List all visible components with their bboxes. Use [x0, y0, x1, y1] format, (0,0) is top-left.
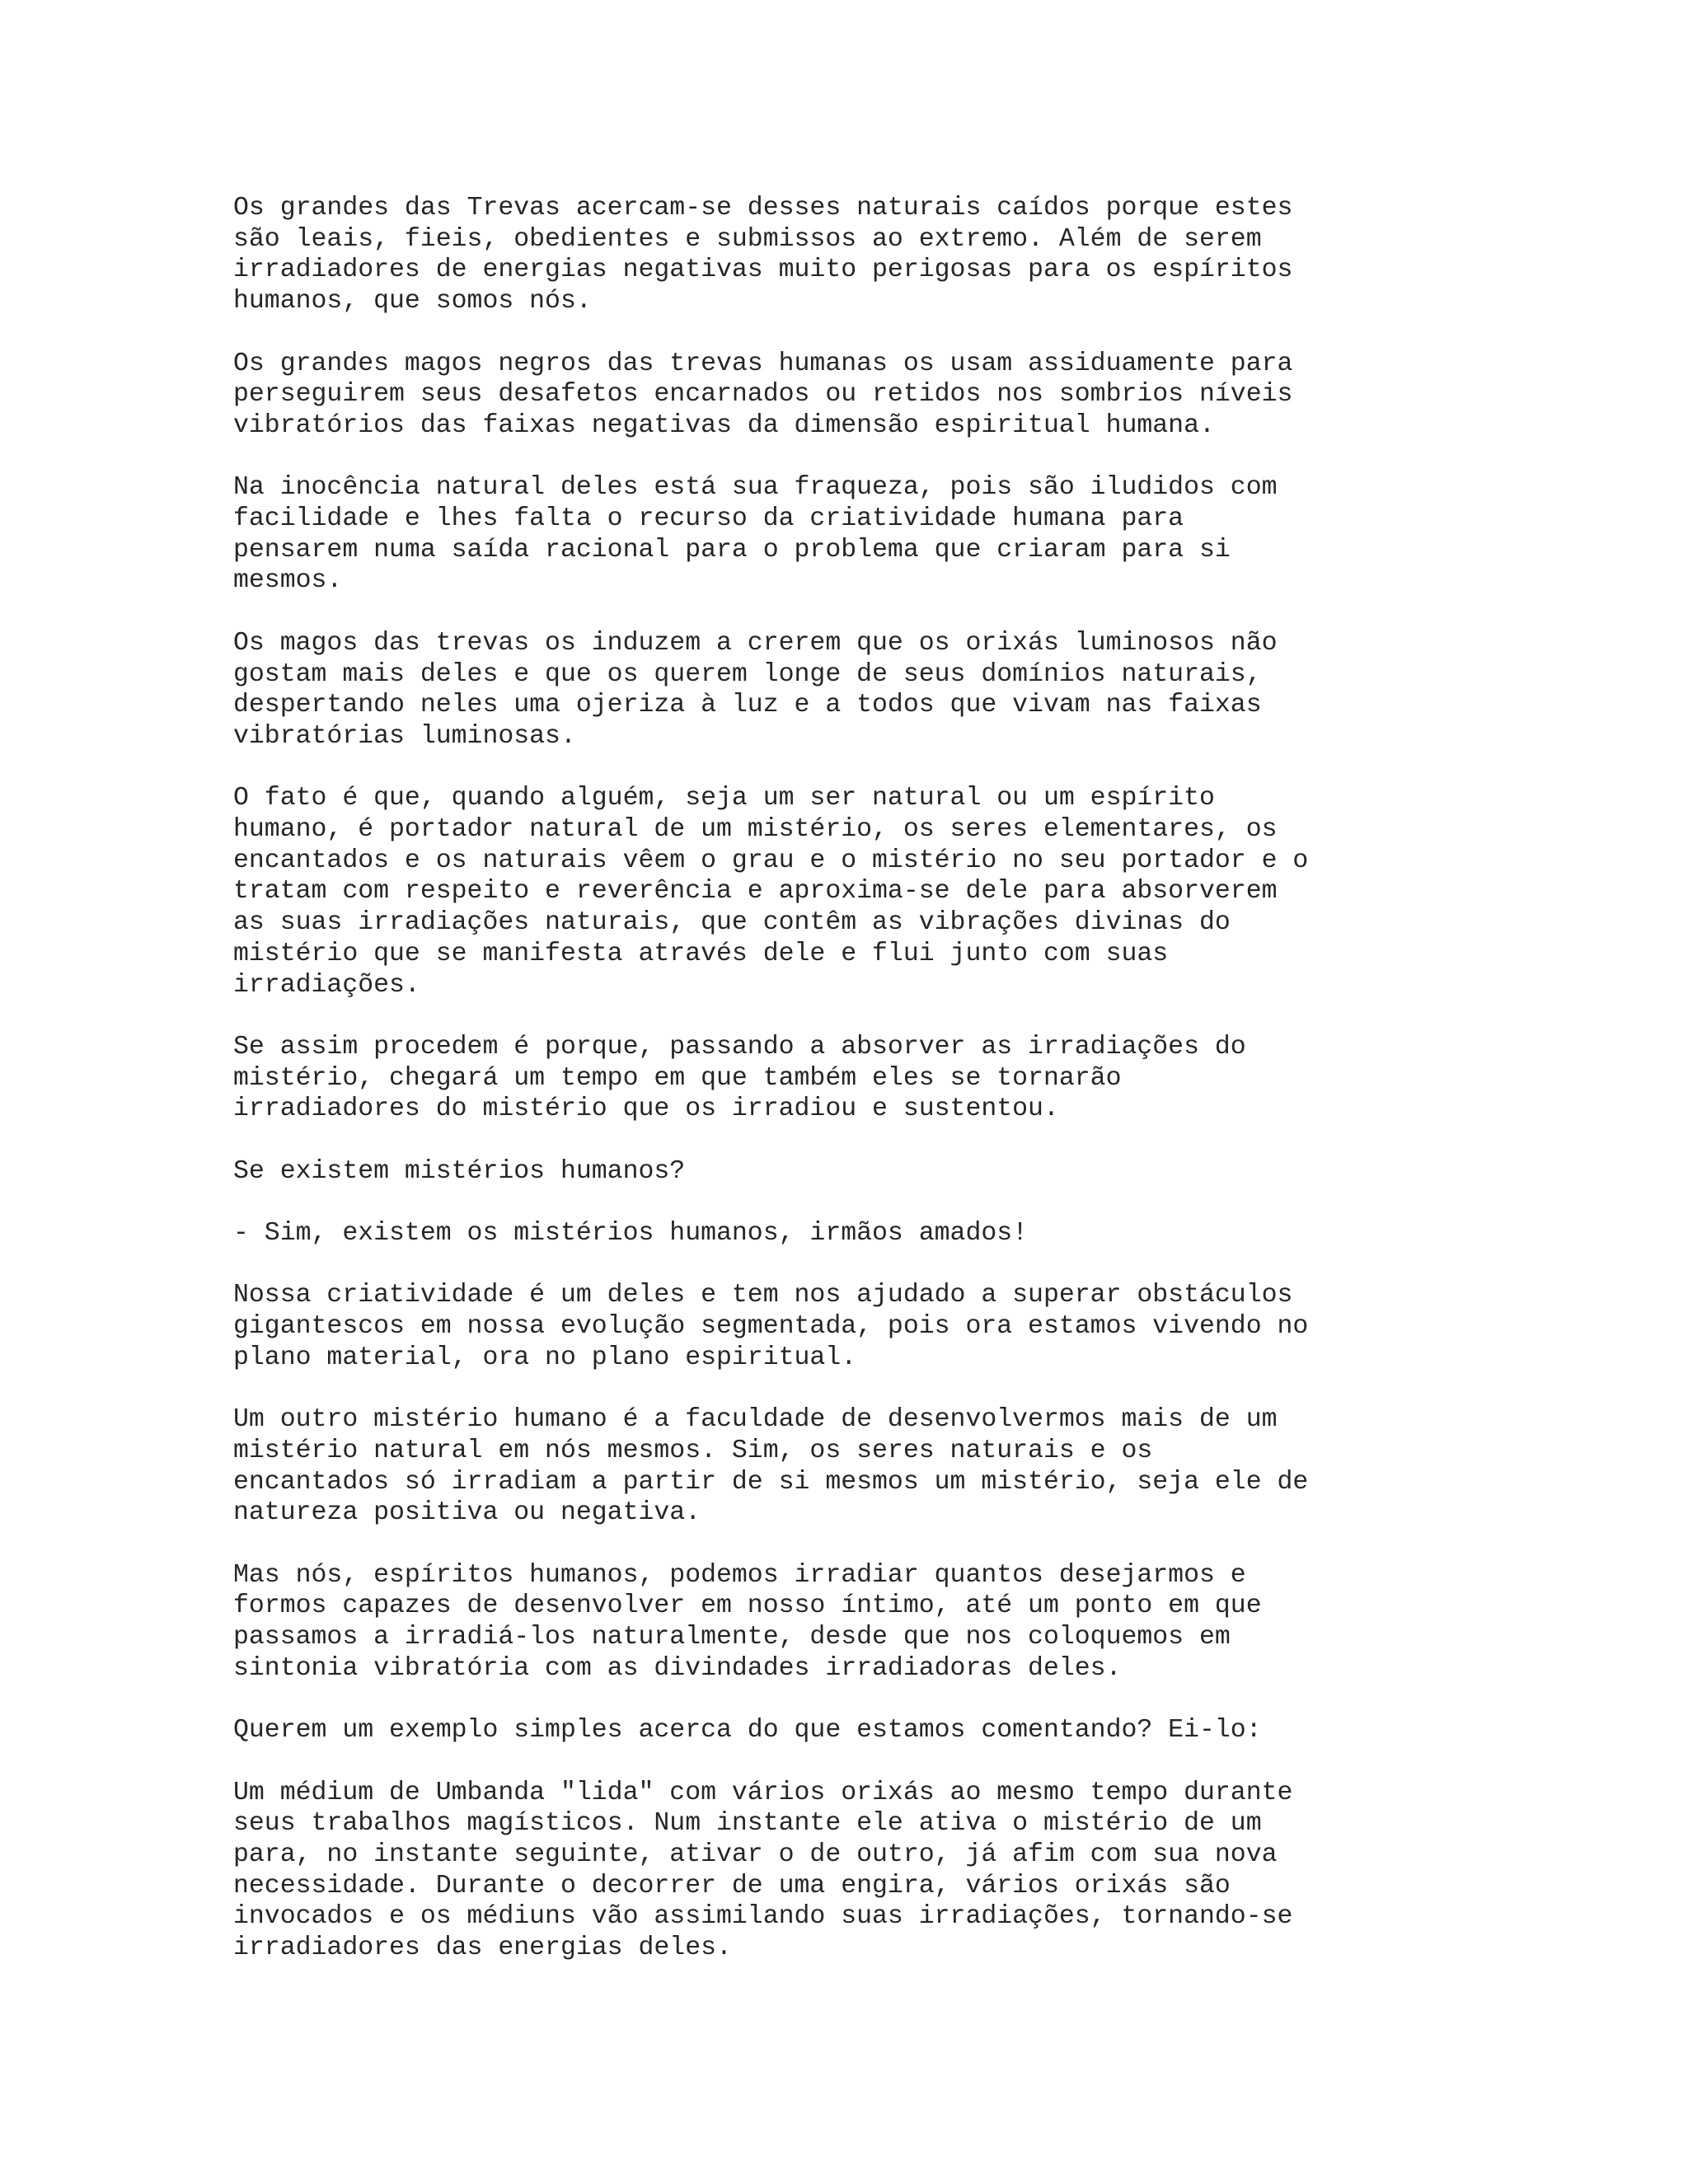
- paragraph-13: [233, 1778, 1404, 1964]
- text-line: irradiadores das energias deles.: [233, 1933, 732, 1963]
- text-line: plano material, ora no plano espiritual.: [233, 1343, 857, 1372]
- text-line: O fato é que, quando alguém, seja um ser natural ou um espírito: [233, 784, 1215, 813]
- paragraph-1: [233, 193, 1404, 317]
- text-line: Um outro mistério humano é a faculdade de desenvolvermos mais de um: [233, 1405, 1278, 1435]
- text-line: Se existem mistérios humanos?: [233, 1156, 686, 1186]
- text-line: Os grandes magos negros das trevas humanas os usam assiduamente para: [233, 349, 1293, 378]
- text-line: gostam mais deles e que os querem longe de seus domínios naturais,: [233, 659, 1262, 689]
- document-body: [233, 193, 1404, 1995]
- paragraph-2: [233, 349, 1404, 442]
- text-line: necessidade. Durante o decorrer de uma engira, vários orixás são: [233, 1871, 1231, 1900]
- text-line: humano, é portador natural de um mistério, os seres elementares, os: [233, 815, 1278, 844]
- text-line: encantados só irradiam a partir de si mesmos um mistério, seja ele de: [233, 1467, 1309, 1497]
- text-line: passamos a irradiá-los naturalmente, desde que nos coloquemos em: [233, 1623, 1231, 1652]
- text-line: formos capazes de desenvolver em nosso íntimo, até um ponto em que: [233, 1591, 1262, 1621]
- paragraph-10: [233, 1404, 1404, 1529]
- text-line: são leais, fieis, obedientes e submissos ao extremo. Além de serem: [233, 224, 1262, 254]
- text-line: Nossa criatividade é um deles e tem nos ajudado a superar obstáculos: [233, 1281, 1293, 1310]
- paragraph-8: [233, 1218, 1404, 1249]
- text-line: mistério natural em nós mesmos. Sim, os seres naturais e os: [233, 1436, 1153, 1465]
- text-line: despertando neles uma ojeriza à luz e a todos que vivam nas faixas: [233, 691, 1262, 720]
- text-line: - Sim, existem os mistérios humanos, irmãos amados!: [233, 1219, 1029, 1249]
- text-line: irradiações.: [233, 970, 420, 1000]
- text-line: vibratórios das faixas negativas da dimensão espiritual humana.: [233, 410, 1215, 440]
- text-line: vibratórias luminosas.: [233, 721, 576, 751]
- paragraph-3: [233, 472, 1404, 597]
- text-line: Um médium de Umbanda "lida" com vários orixás ao mesmo tempo durante: [233, 1778, 1293, 1807]
- paragraph-9: [233, 1280, 1404, 1373]
- text-line: mistério que se manifesta através dele e flui junto com suas: [233, 939, 1169, 968]
- paragraph-12: [233, 1715, 1404, 1746]
- text-line: humanos, que somos nós.: [233, 287, 592, 316]
- paragraph-5: [233, 783, 1404, 1001]
- text-line: perseguirem seus desafetos encarnados ou retidos nos sombrios níveis: [233, 380, 1293, 410]
- text-line: natureza positiva ou negativa.: [233, 1498, 701, 1528]
- text-line: Mas nós, espíritos humanos, podemos irradiar quantos desejarmos e: [233, 1560, 1246, 1590]
- paragraph-4: [233, 628, 1404, 752]
- text-line: pensarem numa saída racional para o problema que criaram para si: [233, 535, 1231, 565]
- text-line: Querem um exemplo simples acerca do que estamos comentando? Ei-lo:: [233, 1716, 1262, 1746]
- paragraph-11: [233, 1560, 1404, 1685]
- text-line: Os magos das trevas os induzem a crerem que os orixás luminosos não: [233, 628, 1278, 658]
- text-line: Os grandes das Trevas acercam-se desses naturais caídos porque estes: [233, 194, 1293, 223]
- text-line: sintonia vibratória com as divindades irradiadoras deles.: [233, 1653, 1122, 1683]
- text-line: irradiadores do mistério que os irradiou e sustentou.: [233, 1094, 1059, 1124]
- text-line: seus trabalhos magísticos. Num instante ele ativa o mistério de um: [233, 1809, 1262, 1839]
- text-line: facilidade e lhes falta o recurso da criatividade humana para: [233, 504, 1184, 533]
- text-line: as suas irradiações naturais, que contêm as vibrações divinas do: [233, 908, 1231, 938]
- text-line: para, no instante seguinte, ativar o de outro, já afim com sua nova: [233, 1840, 1278, 1870]
- text-line: mistério, chegará um tempo em que também eles se tornarão: [233, 1063, 1122, 1093]
- text-line: tratam com respeito e reverência e aproxima-se dele para absorverem: [233, 877, 1278, 907]
- paragraph-7: [233, 1156, 1404, 1188]
- text-line: encantados e os naturais vêem o grau e o mistério no seu portador e o: [233, 846, 1309, 875]
- text-line: mesmos.: [233, 566, 343, 596]
- text-line: irradiadores de energias negativas muito perigosas para os espíritos: [233, 255, 1293, 285]
- text-line: gigantescos em nossa evolução segmentada, pois ora estamos vivendo no: [233, 1312, 1309, 1342]
- text-line: Na inocência natural deles está sua fraqueza, pois são iludidos com: [233, 473, 1278, 503]
- text-line: Se assim procedem é porque, passando a absorver as irradiações do: [233, 1032, 1246, 1062]
- text-line: invocados e os médiuns vão assimilando suas irradiações, tornando-se: [233, 1902, 1293, 1932]
- paragraph-6: [233, 1032, 1404, 1125]
